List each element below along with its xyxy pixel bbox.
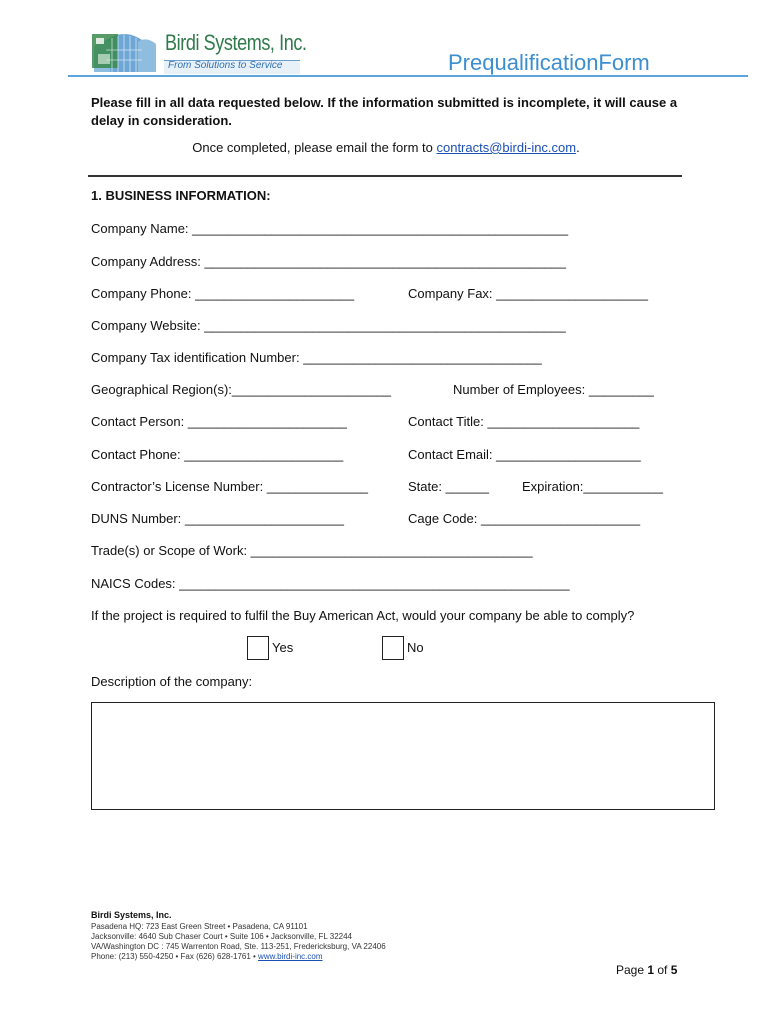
yes-label: Yes xyxy=(272,640,294,655)
footer-company-name: Birdi Systems, Inc. xyxy=(91,910,172,920)
email-prefix: Once completed, please email the form to xyxy=(192,140,437,155)
company-phone-field[interactable]: Company Phone: ______________________ xyxy=(91,286,355,301)
company-website-field[interactable]: Company Website: __________________________________________________ xyxy=(91,318,566,333)
license-number-field[interactable]: Contractor’s License Number: ______________ xyxy=(91,479,369,494)
buy-american-question: If the project is required to fulfil the Buy American Act, would your company be able to comply? xyxy=(91,608,635,623)
footer-contact-line xyxy=(91,952,323,961)
expiration-field[interactable]: Expiration:___________ xyxy=(522,479,663,494)
form-title: PrequalificationForm xyxy=(448,50,650,75)
page-total: 5 xyxy=(670,963,678,977)
no-label: No xyxy=(407,640,424,655)
contact-phone-field[interactable]: Contact Phone: ______________________ xyxy=(91,447,344,462)
email-suffix: . xyxy=(576,140,580,155)
footer-address-virginia: VA/Washington DC : 745 Warrenton Road, Ste. 113-251, Fredericksburg, VA 22406 xyxy=(91,942,386,951)
duns-number-field[interactable]: DUNS Number: ______________________ xyxy=(91,511,344,526)
yes-checkbox[interactable] xyxy=(247,636,269,660)
description-label: Description of the company: xyxy=(91,674,253,689)
section-title: 1. BUSINESS INFORMATION: xyxy=(91,188,271,203)
footer-phone-fax: Phone: (213) 550-4250 • Fax (626) 628-1761 • xyxy=(91,952,259,961)
description-textarea[interactable] xyxy=(91,702,715,810)
company-name-field[interactable]: Company Name: ____________________________________________________ xyxy=(91,221,569,236)
contact-email-field[interactable]: Contact Email: ____________________ xyxy=(408,447,641,462)
cage-code-field[interactable]: Cage Code: ______________________ xyxy=(408,511,641,526)
geo-region-field[interactable]: Geographical Region(s):______________________ xyxy=(91,382,391,397)
contact-person-field[interactable]: Contact Person: ______________________ xyxy=(91,414,347,429)
company-fax-field[interactable]: Company Fax: _____________________ xyxy=(408,286,648,301)
contact-title-field[interactable]: Contact Title: _____________________ xyxy=(408,414,640,429)
no-checkbox[interactable] xyxy=(382,636,404,660)
page-of: of xyxy=(654,963,671,977)
footer-address-jacksonville: Jacksonville: 4640 Sub Chaser Court • Suite 106 • Jacksonville, FL 32244 xyxy=(91,932,353,941)
brand-name: Birdi Systems, Inc. xyxy=(165,30,307,55)
contracts-email-link[interactable]: contracts@birdi-inc.com xyxy=(436,140,577,155)
company-address-field[interactable]: Company Address: __________________________________________________ xyxy=(91,254,566,269)
tax-id-field[interactable]: Company Tax identification Number: _________________________________ xyxy=(91,350,542,365)
page-current: 1 xyxy=(647,963,655,977)
instructions-text: Please fill in all data requested below. If the information submitted is incomplete, it will cause a delay in consideration. xyxy=(91,95,678,128)
trades-field[interactable]: Trade(s) or Scope of Work: _______________________________________ xyxy=(91,543,533,558)
num-employees-field[interactable]: Number of Employees: _________ xyxy=(453,382,654,397)
footer-website-link[interactable]: www.birdi-inc.com xyxy=(258,952,323,961)
page-number xyxy=(616,963,677,977)
footer-address-pasadena: Pasadena HQ: 723 East Green Street • Pasadena, CA 91101 xyxy=(91,922,308,931)
page-prefix: Page xyxy=(616,963,648,977)
email-instruction xyxy=(91,140,681,155)
tagline: From Solutions to Service xyxy=(168,60,283,71)
state-field[interactable]: State: ______ xyxy=(408,479,489,494)
header-divider xyxy=(68,75,748,77)
section-divider xyxy=(88,175,682,177)
naics-codes-field[interactable]: NAICS Codes: ______________________________________________________ xyxy=(91,576,570,591)
company-logo xyxy=(88,28,160,72)
